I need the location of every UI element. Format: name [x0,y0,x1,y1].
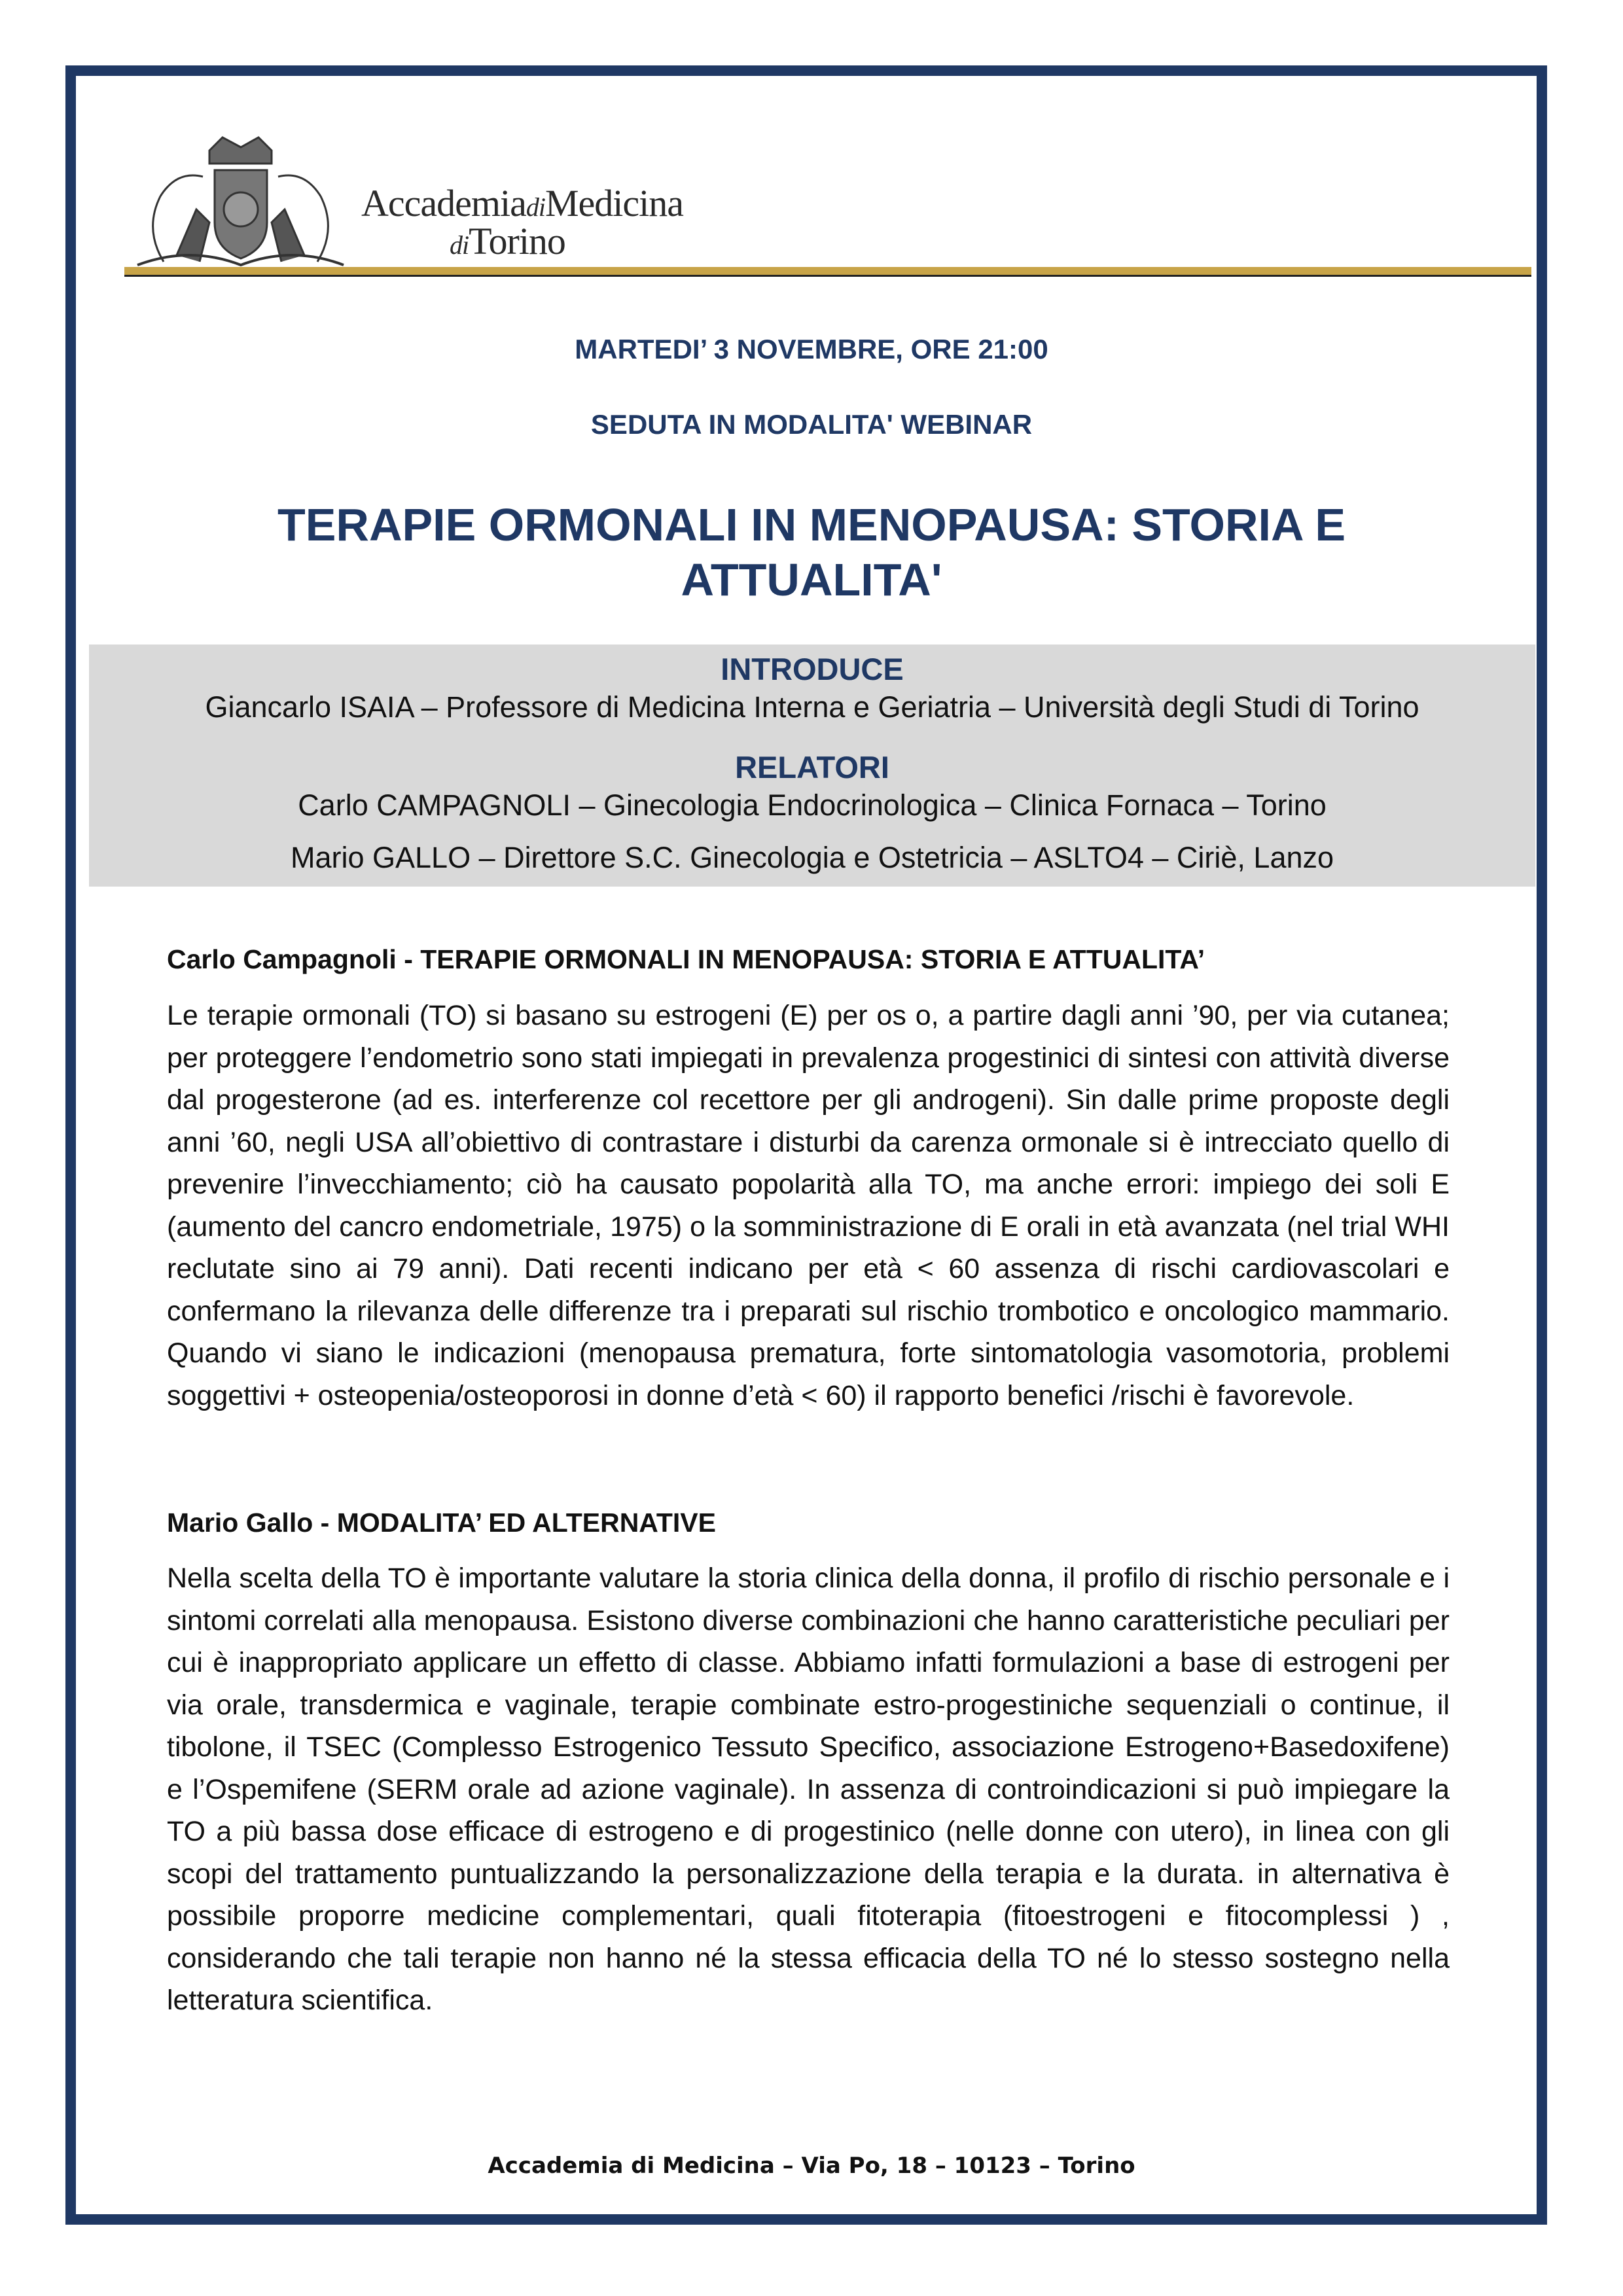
introduce-line: Giancarlo ISAIA – Professore di Medicina Interna e Geriatria – Università degli Studi di Torino [205,690,1419,724]
relatore-line: Mario GALLO – Direttore S.C. Ginecologia e Ostetricia – ASLTO4 – Ciriè, Lanzo [290,841,1334,874]
event-date: MARTEDI’ 3 NOVEMBRE, ORE 21:00 [575,334,1048,364]
academy-logo [124,124,1531,281]
relatore-line: Carlo CAMPAGNOLI – Ginecologia Endocrinologica – Clinica Fornaca – Torino [298,788,1327,822]
event-mode: SEDUTA IN MODALITA' WEBINAR [590,409,1033,440]
header-rule [124,267,1531,277]
speakers-panel [89,645,1535,887]
section-body: Nella scelta della TO è importante valutare la storia clinica della donna, il profilo di rischio personale e i sintomi correlati alla menopausa. Esistono diverse combinazioni che hanno caratteristiche peculiari per cui è inappropriato applicare un effetto di classe. Abbiamo infatti formulazioni a base di estrogeni per via orale, transdermica e vaginale, terapie combinate estro-progestiniche sequenziali o continue, il tibolone, il TSEC (Complesso Estrogenico Tessuto Specifico, associazione Estrogeno+Basedoxifene) e l’Ospemifene (SERM orale ad azione vaginale). In assenza di controindicazioni si può impiegare la TO a più bassa dose efficace di estrogeno e di progestinico (nelle donne con utero), in linea con gli scopi del trattamento puntualizzando la personalizzazione della terapia e la durata. in alternativa è possibile proporre medicine complementari, quali fitoterapia (fitoestrogeni e fitocomplessi ) , considerando che tali terapie non hanno né la stessa efficacia della TO né lo stesso sostegno nella letteratura scientifica. [167,1563,1450,2016]
crest-icon [124,124,357,275]
academy-name: AccademiadiMedicina diTorino [361,182,683,262]
section-body: Le terapie ormonali (TO) si basano su estrogeni (E) per os o, a partire dagli anni ’90, per via cutanea; per proteggere l’endometrio sono stati impiegati in prevalenza progestinici di sintesi con attività diverse dal progesterone (ad es. interferenze col recettore per gli androgeni). Sin dalle prime proposte degli anni ’60, negli USA all’obiettivo di contrastare i disturbi da carenza ormonale si è intrecciato quello di prevenire l’invecchiamento; ciò ha causato popolarità alla TO, ma anche errori: impiego dei soli E (aumento del cancro endometriale, 1975) o la somministrazione di E orali in età avanzata (nel trial WHI reclutate sino ai 79 anni). Dati recenti indicano per età < 60 assenza di rischi cardiovascolari e confermano la rilevanza delle differenze tra i preparati sul rischio trombotico e oncologico mammario. Quando vi siano le indicazioni (menopausa prematura, forte sintomatologia vasomotoria, problemi soggettivi + osteopenia/osteoporosi in donne d’età < 60) il rapporto benefici /rischi è favorevole. [167,1000,1450,1411]
event-title: TERAPIE ORMONALI IN MENOPAUSA: STORIA E ATTUALITA' [277,499,1346,605]
footer-address: Accademia di Medicina – Via Po, 18 – 10123 – Torino [488,2153,1135,2179]
section-heading: Carlo Campagnoli - TERAPIE ORMONALI IN MENOPAUSA: STORIA E ATTUALITA’ [167,944,1205,974]
introduce-heading: INTRODUCE [721,652,904,686]
relatori-heading: RELATORI [735,750,889,785]
section-heading: Mario Gallo - MODALITA’ ED ALTERNATIVE [167,1508,716,1538]
